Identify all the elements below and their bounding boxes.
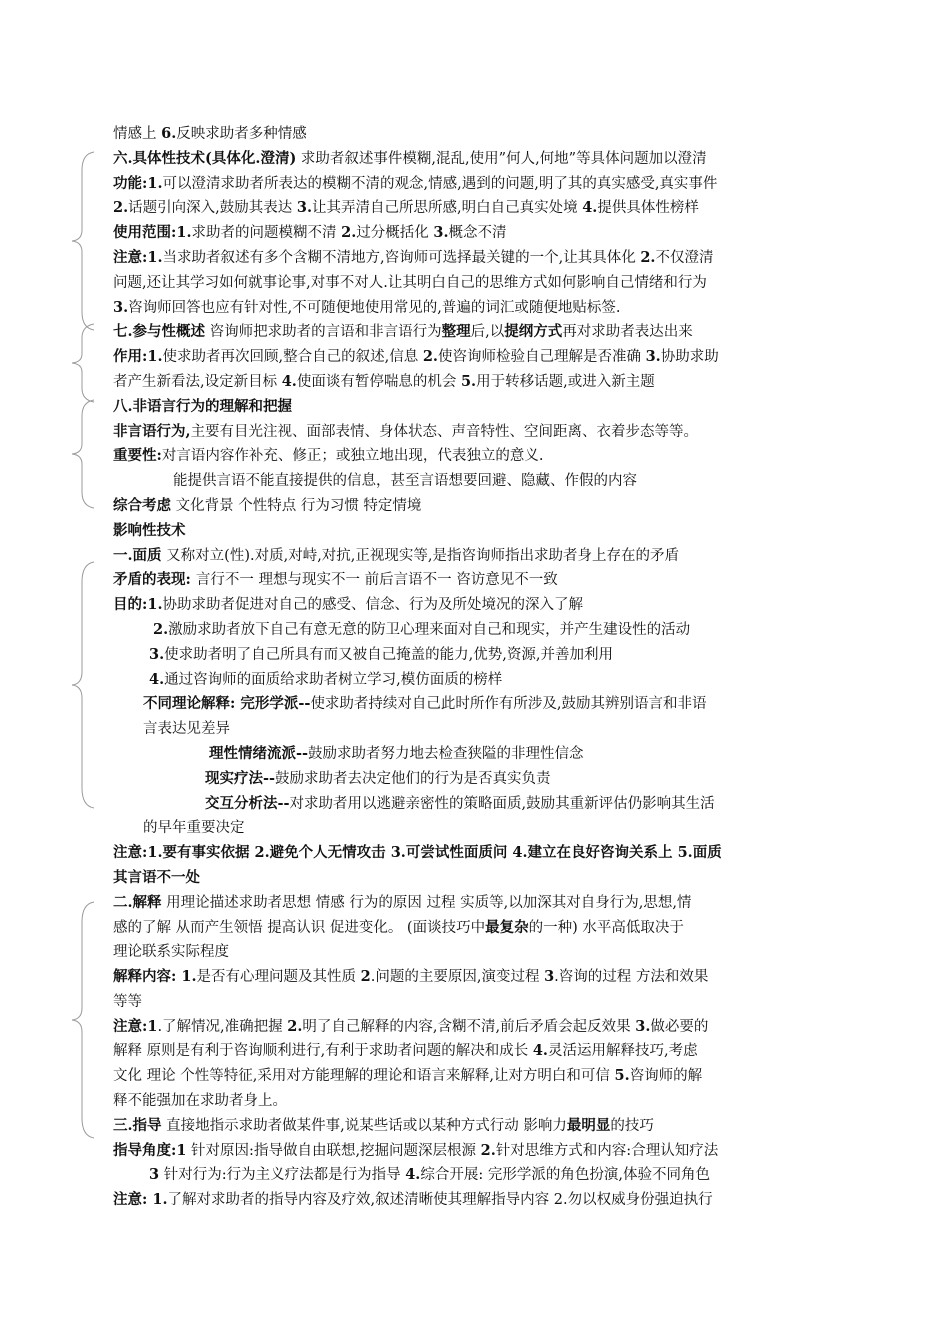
text-segment: 让其弄清自己所思所感,明白自己真实处境	[312, 200, 583, 217]
text-line	[113, 444, 813, 469]
text-segment: 文化 理论 个性等特征,采用对方能理解的理论和语言来解释,让对方明白和可信	[113, 1068, 615, 1085]
text-line	[113, 742, 813, 767]
bold-text: 最复杂	[485, 918, 529, 936]
text-segment: 又称对立(性).对质,对峙,对抗,正视现实等,是指咨询师指出求助者身上存在的矛盾	[161, 547, 680, 564]
text-segment: 使求助者持续对自己此时所作有所涉及,鼓励其辨别语言和非语	[310, 696, 707, 713]
text-line	[113, 1039, 813, 1064]
text-line	[113, 395, 813, 420]
text-segment: 问题,还让其学习如何就事论事,对事不对人.让其明白自己的思维方式如何影响自己情绪和行为	[113, 274, 707, 291]
bold-text: 作用:1.	[113, 348, 163, 366]
text-line	[113, 172, 813, 197]
text-segment: 激励求助者放下自己有意无意的防卫心理来面对自己和现实，并产生建设性的活动	[168, 621, 691, 638]
text-line	[113, 544, 813, 569]
bold-text: 指导角度:1	[113, 1141, 187, 1159]
text-segment: 言行不一 理想与现实不一 前后言语不一 咨访意见不一致	[195, 572, 558, 589]
text-segment: 言表达见差异	[143, 721, 230, 738]
text-segment: 协助求助者促进对自己的感受、信念、行为及所处境况的深入了解	[162, 597, 583, 614]
text-line	[113, 420, 813, 445]
bold-text: 3.	[433, 224, 449, 242]
text-segment: 过分概括化	[356, 225, 434, 242]
text-segment: 使求助者明了自己所具有而又被自己掩盖的能力,优势,资源,并善加利用	[164, 646, 613, 663]
text-line	[113, 767, 813, 792]
text-line	[113, 370, 813, 395]
bold-text: 2	[360, 968, 371, 986]
text-segment: 用于转移话题,或进入新主题	[476, 373, 655, 390]
text-segment: 解释 原则是有利于咨询顺利进行,有利于求助者问题的解决和成长	[113, 1043, 533, 1060]
text-line	[113, 1114, 813, 1139]
text-segment: 求助者叙述事件模糊,混乱,使用”何人,何地”等具体问题加以澄清	[296, 150, 707, 167]
bold-text: 使用范围:1.	[113, 224, 192, 242]
bold-text: 三.指导	[113, 1116, 162, 1134]
text-segment: 针对行为:行为主义疗法都是行为指导	[159, 1167, 406, 1184]
bold-text: 整理	[441, 323, 471, 341]
bold-text: 解释内容: 1.	[113, 968, 197, 986]
text-line	[113, 990, 813, 1015]
bold-text: 3.	[645, 348, 661, 366]
text-segment: 不仅澄清	[655, 249, 714, 266]
text-segment: 可以澄清求助者所表达的模糊不清的观念,情感,遇到的问题,明了其的真实感受,真实事件	[162, 175, 718, 192]
bold-text: 现实疗法--	[205, 769, 276, 787]
text-segment: 等等	[113, 993, 142, 1010]
text-line	[113, 816, 813, 841]
text-segment: 使面谈有暂停喘息的机会	[296, 373, 461, 390]
text-segment: 文化背景 个性特点 行为习惯 特定情境	[171, 497, 422, 514]
bold-text: 2.	[422, 348, 438, 366]
text-line	[113, 494, 813, 519]
text-line	[113, 147, 813, 172]
bold-text: 二.解释	[113, 893, 162, 911]
text-segment: 理论联系实际程度	[113, 944, 229, 961]
bold-text: 非言语行为,	[113, 422, 191, 440]
text-line	[113, 1064, 813, 1089]
text-segment: 的一种) 水平高低取决于	[528, 919, 684, 936]
text-segment: 的技巧	[610, 1117, 654, 1134]
text-segment: 通过咨询师的面质给求助者树立学习,模仿面质的榜样	[164, 671, 503, 688]
text-line	[113, 792, 813, 817]
text-segment: 对求助者用以逃避亲密性的策略面质,鼓励其重新评估仍影响其生活	[289, 795, 715, 812]
bold-text: 其言语不一处	[113, 868, 200, 886]
text-segment: 反映求助者多种情感	[176, 126, 307, 142]
bold-text: 七.参与性概述	[113, 323, 206, 341]
text-segment: 主要有目光注视、面部表情、身体状态、声音特性、空间距离、衣着步态等等。	[190, 423, 699, 440]
text-segment: 鼓励求助者努力地去检查狭隘的非理性信念	[308, 745, 584, 762]
text-line	[113, 1163, 813, 1188]
text-segment: 综合开展: 完形学派的角色扮演,体验不同角色	[420, 1167, 710, 1184]
text-line	[113, 345, 813, 370]
bold-text: 3	[544, 968, 555, 986]
text-segment: .了解情况,准确把握	[157, 1018, 288, 1035]
bold-text: 不同理论解释: 完形学派--	[143, 695, 311, 713]
text-segment: 概念不清	[448, 225, 507, 242]
bold-text: 六.具体性技术(具体化.澄清)	[113, 149, 297, 167]
text-segment: 针对原因:指导做自由联想,挖掘问题深层根源	[186, 1142, 481, 1159]
text-line	[113, 692, 813, 717]
text-line	[113, 1015, 813, 1040]
bold-text: 最明显	[566, 1116, 611, 1134]
document-body	[113, 122, 813, 1213]
text-segment: 使咨询师检验自己理解是否准确	[437, 349, 646, 366]
text-segment: 提供具体性榜样	[597, 200, 699, 217]
text-line	[113, 519, 813, 544]
bold-text: 注意:1.	[113, 248, 163, 266]
text-line	[113, 891, 813, 916]
text-line	[113, 1188, 813, 1213]
text-segment: 咨询师的解	[629, 1068, 703, 1085]
text-segment: 协助求助	[660, 349, 719, 366]
bold-text: 矛盾的表现:	[113, 571, 196, 589]
brace-decoration-4	[60, 560, 100, 810]
text-segment: 鼓励求助者去决定他们的行为是否真实负责	[275, 770, 551, 787]
bold-text: 注意: 1.	[113, 1191, 168, 1209]
bold-text: 八.非语言行为的理解和把握	[113, 397, 293, 415]
text-segment: 用理论描述求助者思想 情感 行为的原因 过程 实质等,以加深其对自身行为,思想,情	[161, 894, 692, 911]
brace-decoration-3	[60, 398, 100, 510]
text-line	[113, 668, 813, 693]
text-segment: .咨询的过程 方法和效果	[554, 969, 709, 986]
bold-text: 注意:1	[113, 1017, 158, 1035]
text-line	[113, 940, 813, 965]
bold-text: 重要性:	[113, 447, 162, 465]
text-line	[113, 296, 813, 321]
text-line	[113, 593, 813, 618]
text-segment: 再对求助者表达出来	[562, 324, 693, 341]
bold-text: 4.	[532, 1042, 548, 1060]
text-line	[113, 965, 813, 990]
text-segment: 咨询师把求助者的言语和非言语行为	[205, 324, 442, 341]
bold-text: 理性情绪流派--	[209, 744, 309, 762]
bold-text: 2.	[480, 1141, 496, 1159]
bold-text: 功能:1.	[113, 174, 163, 192]
bold-text: 4.	[405, 1166, 421, 1184]
text-line	[113, 221, 813, 246]
text-line	[113, 717, 813, 742]
bold-text: 一.面质	[113, 546, 162, 564]
bold-text: 提纲方式	[504, 323, 563, 341]
bold-text: 3	[149, 1166, 160, 1184]
text-segment: .问题的主要原因,演变过程	[370, 969, 545, 986]
text-segment: 后,以	[470, 324, 505, 341]
text-segment: 使求助者再次回顾,整合自己的叙述,信息	[162, 349, 423, 366]
bold-text: 4.	[149, 670, 165, 688]
text-segment: 对言语内容作补充、修正；或独立地出现，代表独立的意义.	[161, 448, 544, 465]
text-segment: 求助者的问题模糊不清	[191, 225, 342, 242]
text-segment: 直接地指示求助者做某件事,说某些话或以某种方式行动 影响力	[161, 1117, 567, 1134]
text-segment: 者产生新看法,设定新目标	[113, 373, 282, 390]
text-segment: 灵活运用解释技巧,考虑	[547, 1043, 698, 1060]
text-line	[113, 568, 813, 593]
text-line	[113, 246, 813, 271]
text-segment: 针对思维方式和内容:合理认知疗法	[495, 1142, 719, 1159]
text-segment: 咨询师回答也应有针对性,不可随便地使用常见的,普遍的词汇或随便地贴标签.	[128, 299, 621, 316]
bold-text: 6.	[161, 125, 177, 142]
bold-text: 2.	[341, 224, 357, 242]
bold-text: 影响性技术	[113, 521, 186, 539]
text-segment: 能提供言语不能直接提供的信息，甚至言语想要回避、隐藏、作假的内容	[173, 473, 637, 490]
bold-text: 注意:1.要有事实依据 2.避免个人无情攻击 3.可尝试性面质问 4.建立在良好咨询关系上 5.面质	[113, 844, 722, 862]
text-line	[113, 866, 813, 891]
bold-text: 5.	[614, 1067, 630, 1085]
bold-text: 4.	[582, 199, 598, 217]
bold-text: 2.	[153, 620, 169, 638]
text-segment: 释不能强加在求助者身上。	[113, 1093, 287, 1110]
bold-text: 4.	[281, 372, 297, 390]
text-line	[113, 196, 813, 221]
text-segment: 的早年重要决定	[143, 820, 245, 837]
text-segment: 感的了解 从而产生领悟 提高认识 促进变化。 (面谈技巧中	[113, 919, 486, 936]
bold-text: 2.	[287, 1017, 303, 1035]
text-segment: 当求助者叙述有多个含糊不清地方,咨询师可选择最关键的一个,让其具体化	[162, 249, 641, 266]
text-line	[113, 841, 813, 866]
text-line	[113, 1139, 813, 1164]
text-line	[113, 1089, 813, 1114]
bold-text: 综合考虑	[113, 496, 171, 514]
text-line	[113, 916, 813, 941]
text-segment: 话题引向深入,鼓励其表达	[128, 200, 297, 217]
text-line	[113, 469, 813, 494]
brace-decoration-1	[60, 150, 100, 332]
brace-decoration-2	[60, 322, 100, 404]
text-segment: 明了自己解释的内容,含糊不清,前后矛盾会起反效果	[302, 1018, 636, 1035]
text-segment: 了解对求助者的指导内容及疗效,叙述清晰使其理解指导内容 2.勿以权威身份强迫执行	[167, 1192, 713, 1209]
bold-text: 2.	[113, 199, 129, 217]
text-segment: 做必要的	[650, 1018, 709, 1035]
bold-text: 2.	[640, 248, 656, 266]
bold-text: 交互分析法--	[205, 794, 290, 812]
text-line	[113, 320, 813, 345]
text-line	[113, 122, 813, 147]
text-line	[113, 271, 813, 296]
text-segment: 是否有心理问题及其性质	[196, 969, 361, 986]
text-segment: 情感上	[113, 126, 162, 142]
bold-text: 3.	[149, 645, 165, 663]
bold-text: 5.	[460, 372, 477, 390]
text-line	[113, 643, 813, 668]
bold-text: 目的:1.	[113, 596, 163, 614]
brace-decoration-5	[60, 900, 100, 1140]
text-line	[113, 618, 813, 643]
bold-text: 3.	[635, 1017, 651, 1035]
bold-text: 3.	[296, 199, 312, 217]
bold-text: 3.	[113, 298, 129, 316]
